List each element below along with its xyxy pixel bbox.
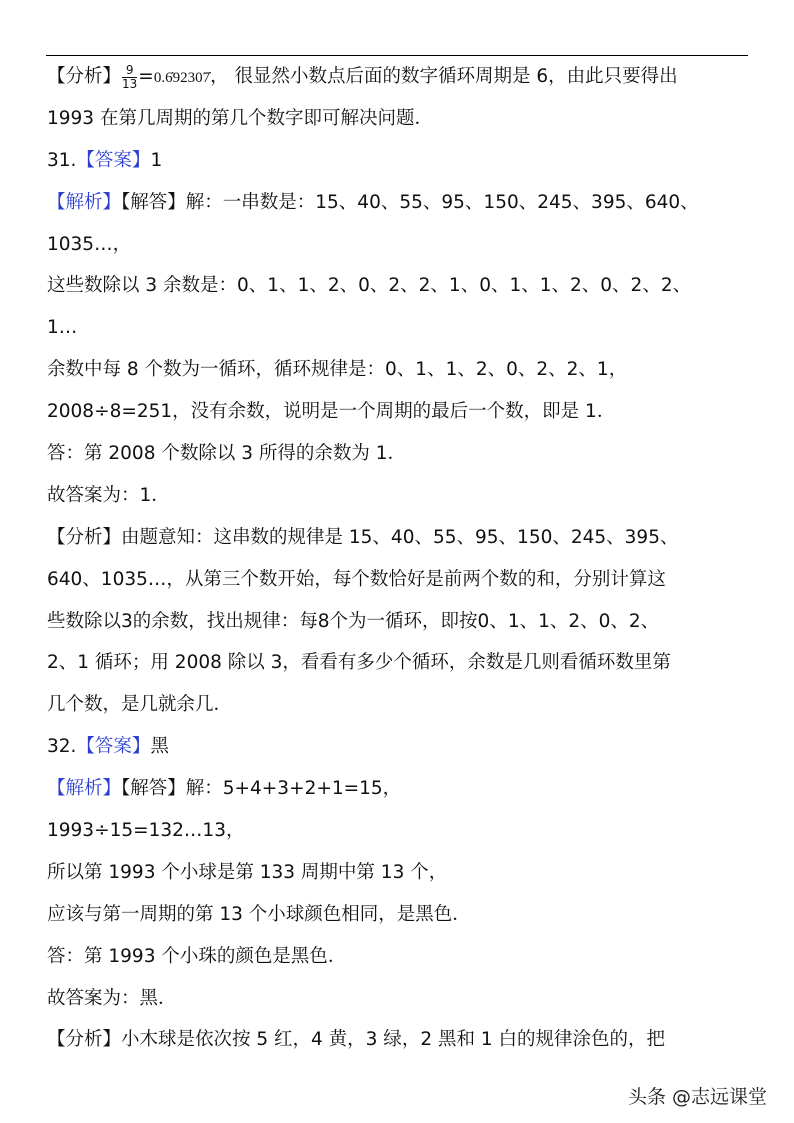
- text-line: [47, 56, 752, 98]
- text-line: 【分析】由题意知：这串数的规律是 15、40、55、95、150、245、395、: [47, 526, 679, 548]
- question-32-answer: [47, 726, 752, 768]
- text-line: 1…: [47, 317, 78, 339]
- text: 【解答】解：5+4+3+2+1=15，: [121, 778, 402, 800]
- answer: 1: [150, 149, 163, 171]
- text-line: 余数中每 8 个数为一循环，循环规律是：0、1、1、2、0、2、2、1，: [47, 359, 628, 381]
- text-line: 故答案为：1．: [47, 484, 170, 506]
- text-line: 【分析】小木球是依次按 5 红，4 黄，3 绿，2 黑和 1 白的规律涂色的，把: [47, 1029, 666, 1051]
- answer-tag: 【答案】: [76, 149, 151, 171]
- text-line: 2、1 循环；用 2008 除以 3，看看有多少个循环，余数是几则看循环数里第: [47, 652, 671, 674]
- text-line: 几个数，是几就余几．: [47, 694, 233, 716]
- text-line: 1993 在第几周期的第几个数字即可解决问题．: [47, 107, 433, 129]
- text-line: 故答案为：黑．: [47, 987, 177, 1009]
- text-line: [47, 768, 752, 810]
- text-line: 640、1035…，从第三个数开始，每个数恰好是前两个数的和，分别计算这: [47, 568, 666, 590]
- numerator: 9: [122, 64, 137, 78]
- text-line: 1035…，: [47, 233, 132, 255]
- denominator: 13: [122, 76, 138, 91]
- text: 【解答】解：一串数是：15、40、55、95、150、245、395、640、: [121, 191, 699, 213]
- repeating-decimal: 0.6̇92307̇: [153, 70, 211, 86]
- question-number: 31.: [47, 149, 77, 171]
- equals: =: [138, 66, 154, 87]
- question-number: 32.: [47, 736, 77, 758]
- text-line: 些数除以3的余数，找出规律：每8个为一循环，即按0、1、1、2、0、2、: [47, 610, 660, 632]
- watermark: 头条 @志远课堂: [628, 1086, 768, 1108]
- text-line: 答：第 2008 个数除以 3 所得的余数为 1．: [47, 443, 407, 465]
- text-line: 所以第 1993 个小球是第 133 周期中第 13 个，: [47, 861, 448, 883]
- text: ， 很显然小数点后面的数字循环周期是 6，由此只要得出: [210, 66, 678, 87]
- question-31-answer: [47, 140, 752, 182]
- answer: 黑: [150, 736, 169, 758]
- text-line: 答：第 1993 个小珠的颜色是黑色．: [47, 945, 347, 967]
- fraction: [122, 64, 137, 91]
- text-line: 应该与第一周期的第 13 个小球颜色相同，是黑色．: [47, 903, 471, 925]
- document-body: [47, 56, 752, 1061]
- text-line: [47, 182, 752, 224]
- explanation-tag: 【解析】: [47, 778, 122, 800]
- text-line: 1993÷15=132…13，: [47, 820, 245, 842]
- text-line: 这些数除以 3 余数是：0、1、1、2、0、2、2、1、0、1、1、2、0、2、2、: [47, 275, 692, 297]
- analysis-tag: 【分析】: [47, 66, 122, 87]
- text-line: 2008÷8=251，没有余数，说明是一个周期的最后一个数，即是 1．: [47, 401, 616, 423]
- explanation-tag: 【解析】: [47, 191, 122, 213]
- answer-tag: 【答案】: [76, 736, 151, 758]
